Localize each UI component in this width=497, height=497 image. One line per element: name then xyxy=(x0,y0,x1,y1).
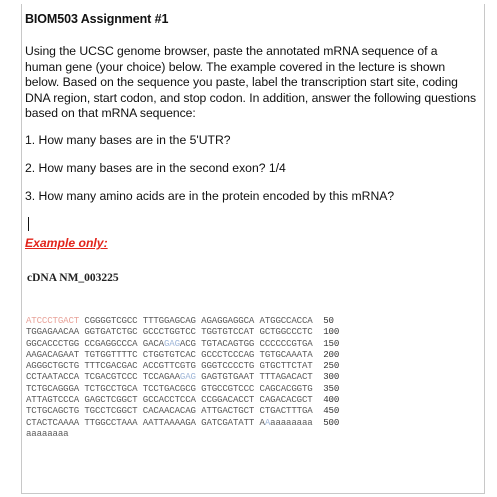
question-3: 3. How many amino acids are in the protein encoded by this mRNA? xyxy=(25,189,395,203)
sequence-line xyxy=(26,417,339,428)
assignment-title: BIOM503 Assignment #1 xyxy=(25,12,169,26)
sequence-line xyxy=(26,360,339,371)
sequence-segment: AGGGCTGCTG TTTCGACGAC ACCGTTCGTG GGGTCCCCTG GTGCTTCTAT xyxy=(26,360,313,372)
sequence-segment: GAGTGTGAAT TTTAGACACT xyxy=(195,371,313,383)
sequence-line xyxy=(26,338,339,349)
sequence-line xyxy=(26,371,339,382)
example-label: Example only: xyxy=(25,236,108,250)
sequence-segment: CTACTCAAAA TTGGCCTAAA AATTAAAAGA GATCGATATT A xyxy=(26,416,265,428)
sequence-position-number: 100 xyxy=(323,326,340,338)
cdna-label: cDNA NM_003225 xyxy=(27,272,119,284)
sequence-line xyxy=(26,405,339,416)
utr-segment: ATCCCTGACT xyxy=(26,315,80,326)
sequence-line xyxy=(26,428,339,439)
sequence-position-number: 400 xyxy=(323,394,340,406)
sequence-position-number: 450 xyxy=(323,405,340,417)
sequence-segment: ATTAGTCCCA GAGCTCGGCT GCCACCTCCA CCGGACACCT CAGACACGCT xyxy=(26,394,313,406)
sequence-position-number: 200 xyxy=(323,348,340,360)
sequence-segment: CCTAATACCA TCGACGTCCC TCCAGAA xyxy=(26,371,180,383)
sequence-block xyxy=(26,315,339,439)
sequence-line xyxy=(26,326,339,337)
sequence-segment: TGGAGAACAA GGTGATCTGC GCCCTGGTCC TGGTGTCCAT GCTGGCCCTC xyxy=(26,326,313,338)
sequence-segment: CGGGGTCGCC TTTGGAGCAG AGAGGAGGCA ATGGCCACCA xyxy=(79,315,313,326)
sequence-line xyxy=(26,394,339,405)
sequence-position-number: 500 xyxy=(323,416,340,428)
codon-highlight: GAG xyxy=(179,371,196,383)
sequence-line xyxy=(26,349,339,360)
sequence-segment: GGCACCCTGG CCGAGGCCCA GACA xyxy=(26,337,164,349)
sequence-line xyxy=(26,315,339,326)
sequence-segment: AAGACAGAAT TGTGGTTTTC CTGGTGTCAC GCCCTCCCAG TGTGCAAATA xyxy=(26,348,313,360)
codon-highlight: A xyxy=(264,416,271,428)
question-2: 2. How many bases are in the second exon? 1/4 xyxy=(25,161,286,175)
sequence-segment: aaaaaaaa xyxy=(270,416,313,428)
question-1: 1. How many bases are in the 5'UTR? xyxy=(25,133,231,147)
text-cursor[interactable] xyxy=(28,217,29,231)
sequence-position-number: 350 xyxy=(323,382,340,394)
sequence-position-number: 250 xyxy=(323,360,340,372)
sequence-position-number: 300 xyxy=(323,371,340,383)
sequence-segment: TCTGCAGCTG TGCCTCGGCT CACAACACAG ATTGACTGCT CTGACTTTGA xyxy=(26,405,313,417)
sequence-segment: TCTGCAGGGA TCTGCCTGCA TCCTGACGCG GTGCCGTCCC CAGCACGGTG xyxy=(26,382,313,394)
sequence-position-number: 50 xyxy=(323,315,334,326)
codon-highlight: GAG xyxy=(164,337,180,349)
instructions-paragraph: Using the UCSC genome browser, paste the annotated mRNA sequence of a human gene (your choice) below. The example covered in the lecture is shown below. Based on the sequence you paste, label the transcription start site, coding DNA region, start codon, and stop codon. In addition, answer the following questions based on that mRNA sequence: xyxy=(25,44,477,120)
sequence-position-number: 150 xyxy=(323,337,340,349)
sequence-line xyxy=(26,383,339,394)
sequence-segment: aaaaaaaa xyxy=(26,427,69,439)
sequence-segment: ACG TGTACAGTGG CCCCCCGTGA xyxy=(179,337,313,349)
